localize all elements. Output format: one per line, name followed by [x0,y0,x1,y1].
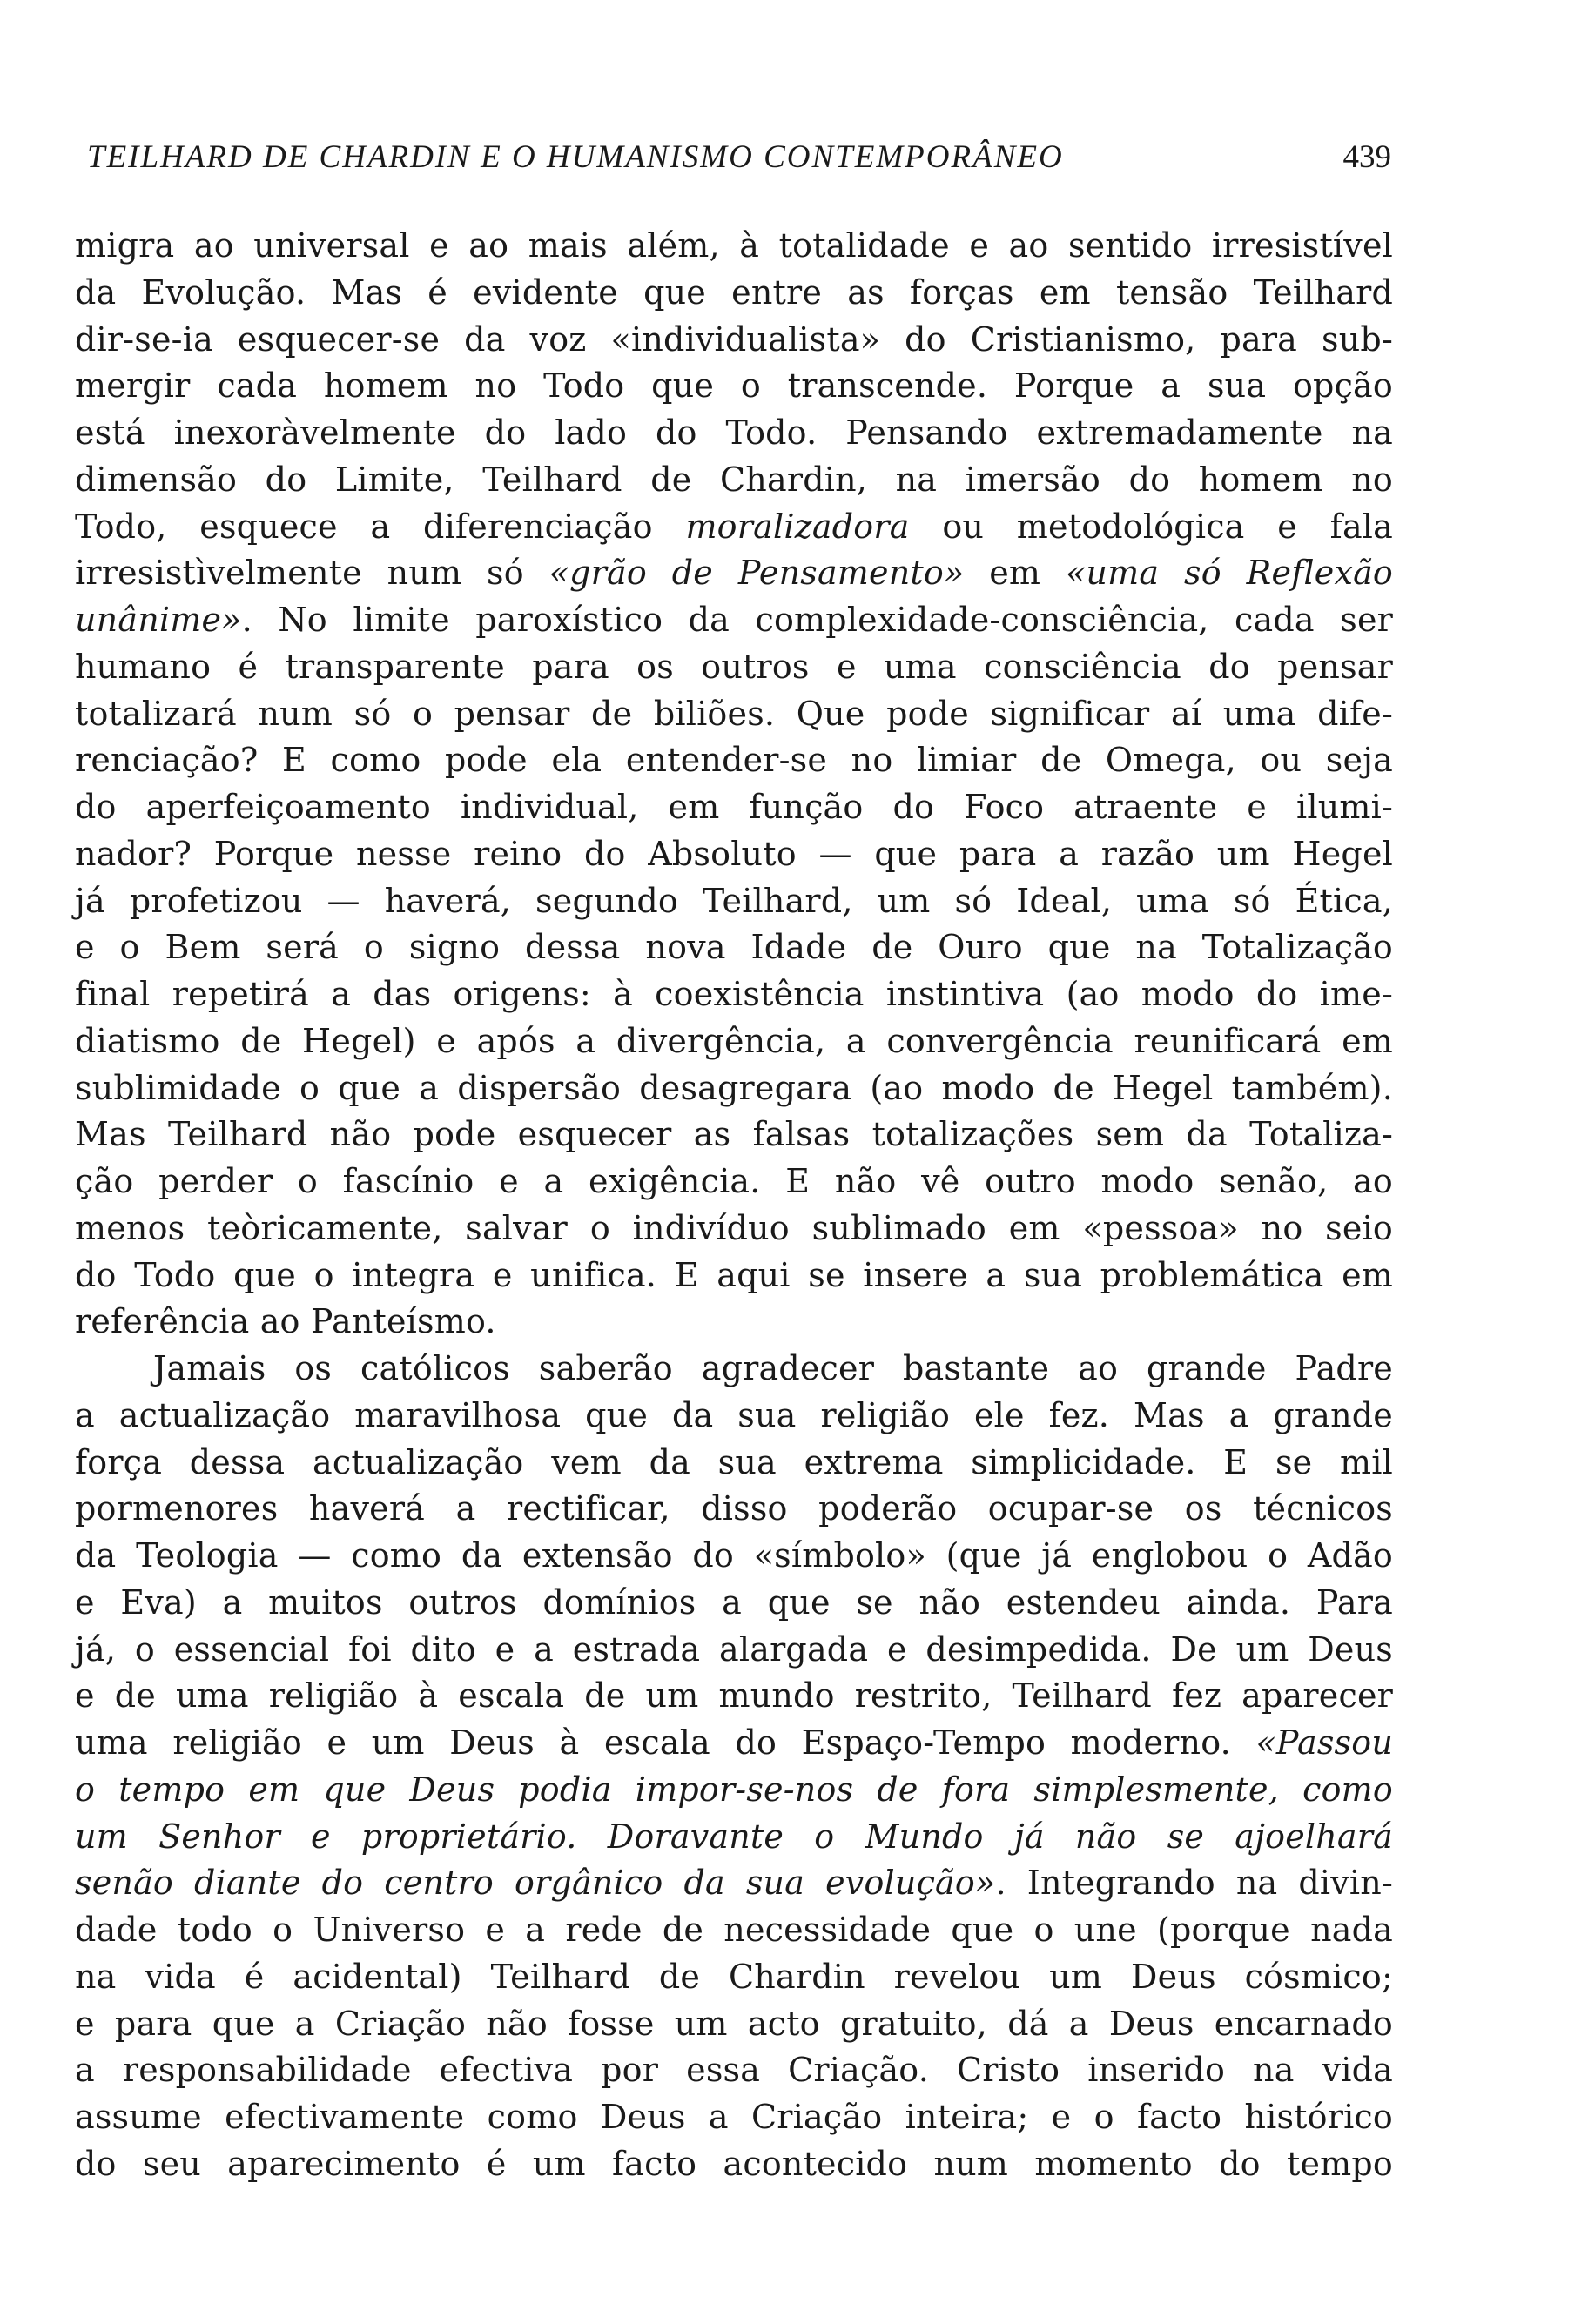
text-line [75,2047,1393,2094]
text-run: força dessa actualização vem da sua extrema simplicidade. E se mil [75,1442,1393,1481]
italic-text: unânime» [75,601,242,639]
text-run: na vida é acidental) Teilhard de Chardin revelou um Deus cósmico; [75,1957,1393,1996]
text-line [75,2001,1393,2048]
text-run: do seu aparecimento é um facto acontecido num momento do tempo [75,2144,1393,2183]
text-line [75,270,1393,317]
text-line [75,1346,1393,1393]
text-run: do Todo que o integra e unifica. E aqui se insere a sua problemática em [75,1255,1393,1294]
text-line [75,550,1393,597]
text-run: a actualização maravilhosa que da sua religião ele fez. Mas a grande [75,1395,1393,1434]
text-line [75,1159,1393,1206]
italic-text: senão diante do centro orgânico da sua evolução» [75,1864,996,1903]
text-run: . Integrando na divin- [995,1864,1393,1903]
text-line [75,737,1393,784]
text-line [75,784,1393,831]
text-line [75,1814,1393,1861]
text-run: uma religião e um Deus à escala do Espaço-Tempo moderno. [75,1723,1256,1762]
text-line [75,363,1393,410]
text-line [75,644,1393,691]
text-run: e Eva) a muitos outros domínios a que se não estendeu ainda. Para [75,1582,1393,1622]
italic-text: «Passou [1255,1723,1393,1762]
text-run: diatismo de Hegel) e após a divergência, a convergência reunificará em [75,1021,1393,1060]
text-line [75,1206,1393,1253]
text-run: dade todo o Universo e a rede de necessidade que o une (porque nada [75,1911,1393,1949]
text-line [75,2141,1393,2188]
text-line [75,1299,1393,1346]
italic-text: moralizadora [685,507,910,546]
page-number: 439 [1342,139,1391,175]
text-run: totalizará num só o pensar de biliões. Que pode significar aí uma dife- [75,694,1393,733]
text-line [75,1393,1393,1440]
text-line [75,1673,1393,1720]
text-run: dir-se-ia esquecer-se da voz «individualista» do Cristianismo, para sub- [75,319,1393,359]
text-run: e o Bem será o signo dessa nova Idade de Ouro que na Totalização [75,928,1393,967]
text-run: irresistìvelmente num só [75,554,549,593]
text-line [75,2094,1393,2141]
text-run: e de uma religião à escala de um mundo restrito, Teilhard fez aparecer [75,1676,1393,1716]
text-run: . No limite paroxístico da complexidade-consciência, cada ser [241,601,1393,639]
text-line [75,1627,1393,1674]
text-line [75,1440,1393,1487]
text-run: já profetizou — haverá, segundo Teilhard, um só Ideal, uma só Ética, [75,881,1393,920]
text-line [75,1486,1393,1533]
text-run: Mas Teilhard não pode esquecer as falsas totalizações sem da Totaliza- [75,1115,1393,1154]
text-line [75,410,1393,457]
text-run: assume efectivamente como Deus a Criação inteira; e o facto histórico [75,2098,1393,2136]
text-line [75,971,1393,1018]
text-run: menos teòricamente, salvar o indivíduo sublimado em «pessoa» no seio [75,1208,1393,1247]
text-line [75,1720,1393,1767]
text-line [75,504,1393,551]
text-run: dimensão do Limite, Teilhard de Chardin, na imersão do homem no [75,460,1393,499]
italic-text: um Senhor e proprietário. Doravante o Mundo já não se ajoelhará [75,1817,1393,1856]
text-run: Todo, esquece a diferenciação [75,507,686,546]
text-line [75,317,1393,364]
text-run: e para que a Criação não fosse um acto gratuito, dá a Deus encarnado [75,2004,1393,2043]
text-run: do aperfeiçoamento individual, em função do Foco atraente e ilumi- [75,788,1393,826]
body-text [75,223,1393,2188]
text-run: está inexoràvelmente do lado do Todo. Pensando extremadamente na [75,413,1393,452]
text-run: ção perder o fascínio e a exigência. E não vê outro modo senão, ao [75,1162,1393,1200]
text-line [75,1767,1393,1814]
text-run: a responsabilidade efectiva por essa Criação. Cristo inserido na vida [75,2051,1393,2090]
text-run: em [964,554,1066,593]
text-line [75,1065,1393,1112]
text-run: renciação? E como pode ela entender-se no limiar de Omega, ou seja [75,741,1393,780]
text-line [75,1018,1393,1065]
text-line [75,831,1393,878]
italic-text: «uma só Reflexão [1065,554,1394,593]
text-run: da Teologia — como da extensão do «símbolo» (que já englobou o Adão [75,1536,1393,1575]
text-line [75,1954,1393,2001]
text-line [75,1907,1393,1954]
text-run: referência ao Panteísmo. [75,1302,496,1341]
text-line [75,1112,1393,1159]
italic-text: «grão de Pensamento» [548,554,965,593]
text-line [75,878,1393,925]
text-line [75,1860,1393,1907]
text-run: ou metodológica e fala [909,507,1394,546]
text-line [75,223,1393,270]
running-title: TEILHARD DE CHARDIN E O HUMANISMO CONTEMPORÂNEO [87,139,1064,175]
text-line [75,924,1393,971]
text-run: mergir cada homem no Todo que o transcende. Porque a sua opção [75,366,1393,406]
text-line [75,691,1393,738]
paragraph [75,223,1393,1346]
text-line [75,1253,1393,1300]
text-run: pormenores haverá a rectificar, disso poderão ocupar-se os técnicos [75,1489,1393,1528]
text-run: final repetirá a das origens: à coexistência instintiva (ao modo do ime- [75,975,1393,1013]
text-run: da Evolução. Mas é evidente que entre as forças em tensão Teilhard [75,272,1393,312]
text-run: sublimidade o que a dispersão desagregara (ao modo de Hegel também). [75,1068,1393,1107]
text-run: já, o essencial foi dito e a estrada alargada e desimpedida. De um Deus [75,1629,1393,1669]
text-run: migra ao universal e ao mais além, à totalidade e ao sentido irresistível [75,226,1393,265]
text-line [75,1580,1393,1627]
text-line [75,597,1393,644]
text-run: humano é transparente para os outros e uma consciência do pensar [75,647,1393,686]
running-head [87,136,1391,179]
text-run: Jamais os católicos saberão agradecer bastante ao grande Padre [153,1349,1393,1387]
paragraph [75,1346,1393,2188]
italic-text: o tempo em que Deus podia impor-se-nos de fora simplesmente, como [75,1770,1393,1809]
text-line [75,1533,1393,1580]
text-run: nador? Porque nesse reino do Absoluto — que para a razão um Hegel [75,834,1393,873]
text-line [75,457,1393,504]
